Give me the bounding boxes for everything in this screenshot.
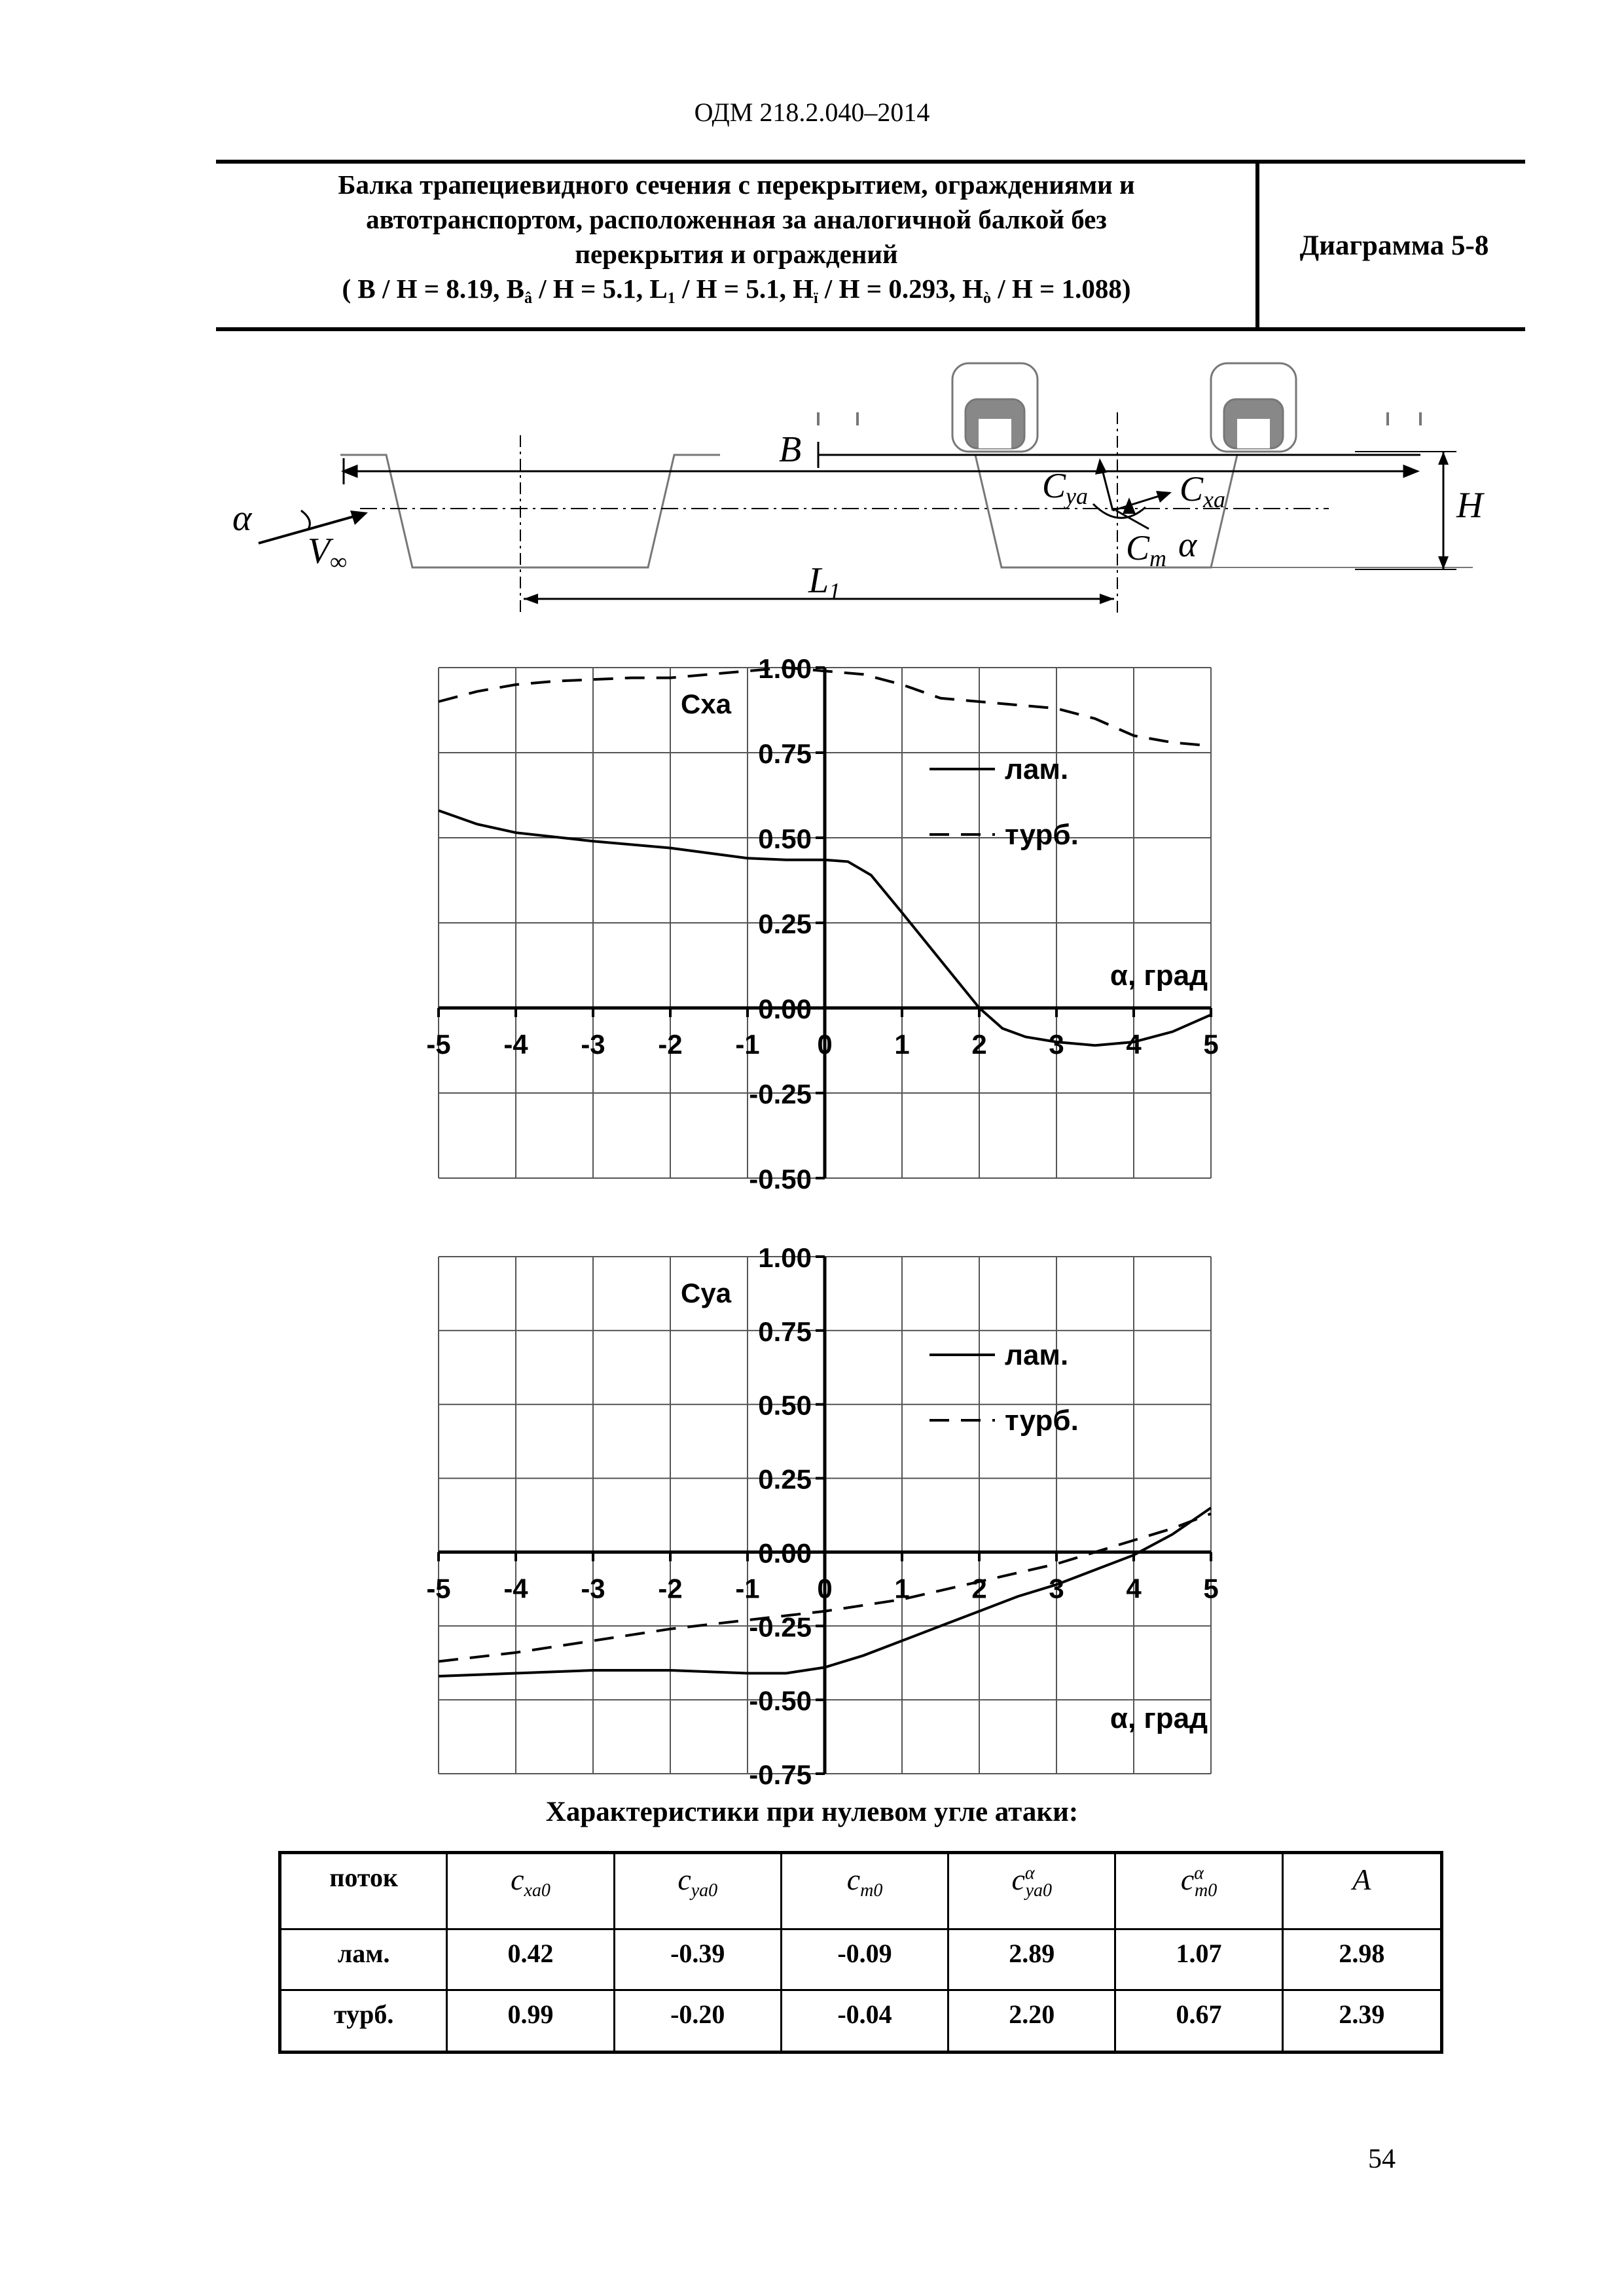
label-Cxa: Cxa <box>1180 469 1226 512</box>
row-flow: турб. <box>280 1990 447 2053</box>
header-divider <box>1255 164 1259 327</box>
legend-label: лам. <box>1005 753 1069 785</box>
x-tick-label: 2 <box>971 1029 987 1060</box>
row-flow: лам. <box>280 1929 447 1990</box>
cell-cya0: -0.20 <box>614 1990 781 2053</box>
label-Cm: Cm <box>1126 528 1167 571</box>
header-title <box>223 168 1250 316</box>
cell-cxa0: 0.99 <box>447 1990 614 2053</box>
x-tick-label: 3 <box>1049 1029 1064 1060</box>
header-cm0: $c_{m0}$ <box>781 1853 948 1929</box>
header-flow: поток <box>280 1853 447 1929</box>
y-tick-label: 0.50 <box>758 823 812 854</box>
header-cm-alpha: $c^\alpha_{m0}$ <box>1115 1853 1282 1929</box>
cell-cm0: -0.09 <box>781 1929 948 1990</box>
cell-A: 2.39 <box>1282 1990 1441 2053</box>
y-tick-label: 0.75 <box>758 738 812 769</box>
cell-cya0: -0.39 <box>614 1929 781 1990</box>
header-A: A <box>1282 1853 1441 1929</box>
table-row <box>280 1990 1442 2053</box>
cell-cm-alpha: 0.67 <box>1115 1990 1282 2053</box>
y-tick-label: 0.75 <box>758 1316 812 1347</box>
x-tick-label: 2 <box>971 1573 987 1604</box>
document-code: ОДМ 218.2.040–2014 <box>694 98 930 127</box>
x-tick-label: 5 <box>1203 1029 1219 1060</box>
x-tick-label: 0 <box>817 1029 833 1060</box>
x-tick-label: -4 <box>503 1029 528 1060</box>
cell-cm0: -0.04 <box>781 1990 948 2053</box>
y-tick-label: 1.00 <box>758 655 812 684</box>
x-axis-label: α, град <box>1110 960 1208 992</box>
y-tick-label: -0.50 <box>749 1164 812 1194</box>
x-tick-label: 5 <box>1203 1573 1219 1604</box>
title-line-3: перекрытия и ограждений <box>575 239 898 269</box>
y-tick-label: 0.25 <box>758 1463 812 1495</box>
x-tick-label: -4 <box>503 1573 528 1604</box>
legend-label: лам. <box>1005 1339 1069 1371</box>
x-tick-label: -2 <box>658 1029 683 1060</box>
y-axis-label: Cya <box>681 1278 732 1308</box>
header-cya0: $c_{ya0}$ <box>614 1853 781 1929</box>
x-tick-label: -5 <box>426 1573 451 1604</box>
beam-schematic <box>216 353 1486 622</box>
title-line-1: Балка трапециевидного сечения с перекрытием, ограждениями и <box>338 170 1135 200</box>
label-B: B <box>779 429 802 470</box>
x-tick-label: 1 <box>894 1573 910 1604</box>
cell-cm-alpha: 1.07 <box>1115 1929 1282 1990</box>
y-tick-label: 1.00 <box>758 1244 812 1273</box>
x-tick-label: 1 <box>894 1029 910 1060</box>
cell-cya-alpha: 2.89 <box>948 1929 1115 1990</box>
label-V: V∞ <box>308 531 347 575</box>
x-tick-label: -1 <box>735 1573 760 1604</box>
label-Cya: Cya <box>1042 466 1089 509</box>
x-axis-label: α, град <box>1110 1702 1208 1734</box>
cell-cxa0: 0.42 <box>447 1929 614 1990</box>
label-alpha-left: α <box>232 498 252 539</box>
vehicle-2 <box>1211 363 1296 452</box>
header-cxa0: $c_{xa0}$ <box>447 1853 614 1929</box>
table-row <box>280 1929 1442 1990</box>
parameters-table <box>278 1851 1443 2054</box>
diagram-label: Диаграмма 5-8 <box>1299 230 1489 261</box>
y-tick-label: -0.50 <box>749 1685 812 1717</box>
legend-label: турб. <box>1005 819 1079 851</box>
header-cya-alpha: $c^\alpha_{ya0}$ <box>948 1853 1115 1929</box>
x-tick-label: 4 <box>1126 1029 1142 1060</box>
cell-cya-alpha: 2.20 <box>948 1990 1115 2053</box>
cell-A: 2.98 <box>1282 1929 1441 1990</box>
y-axis-label: Cxa <box>681 689 732 719</box>
legend-label: турб. <box>1005 1405 1079 1437</box>
y-tick-label: 0.50 <box>758 1390 812 1421</box>
y-tick-label: -0.25 <box>749 1611 812 1643</box>
railing-marks <box>818 412 1420 425</box>
y-tick-label: 0.00 <box>758 994 812 1024</box>
cya-chart <box>393 1244 1244 1806</box>
title-dimensions: ( B / H = 8.19, $B_â / H = 5.1$, $L_1 / H = 5.1$, $H_ï / H = 0.293$, $H_ò / H = 1.088$) <box>342 274 1131 307</box>
label-alpha-right: α <box>1178 525 1197 564</box>
table-header-row <box>280 1853 1442 1929</box>
y-tick-label: -0.25 <box>749 1079 812 1109</box>
page-number: 54 <box>1368 2144 1396 2174</box>
x-tick-label: 0 <box>817 1573 833 1604</box>
title-line-2: автотранспортом, расположенная за аналогичной балкой без <box>366 204 1107 234</box>
x-tick-label: 3 <box>1049 1573 1064 1604</box>
vehicle-1 <box>952 363 1038 452</box>
y-tick-label: 0.00 <box>758 1537 812 1569</box>
x-tick-label: -2 <box>658 1573 683 1604</box>
label-H: H <box>1456 485 1483 526</box>
y-tick-label: -0.75 <box>749 1759 812 1790</box>
table-caption: Характеристики при нулевом угле атаки: <box>545 1797 1079 1827</box>
x-tick-label: -3 <box>581 1029 605 1060</box>
y-tick-label: 0.25 <box>758 908 812 939</box>
x-tick-label: -5 <box>426 1029 451 1060</box>
x-tick-label: -3 <box>581 1573 605 1604</box>
x-tick-label: -1 <box>735 1029 760 1060</box>
header-bottom-rule <box>216 327 1525 331</box>
x-tick-label: 4 <box>1126 1573 1142 1604</box>
cxa-chart <box>393 655 1244 1217</box>
label-L1: L1 <box>808 560 841 604</box>
